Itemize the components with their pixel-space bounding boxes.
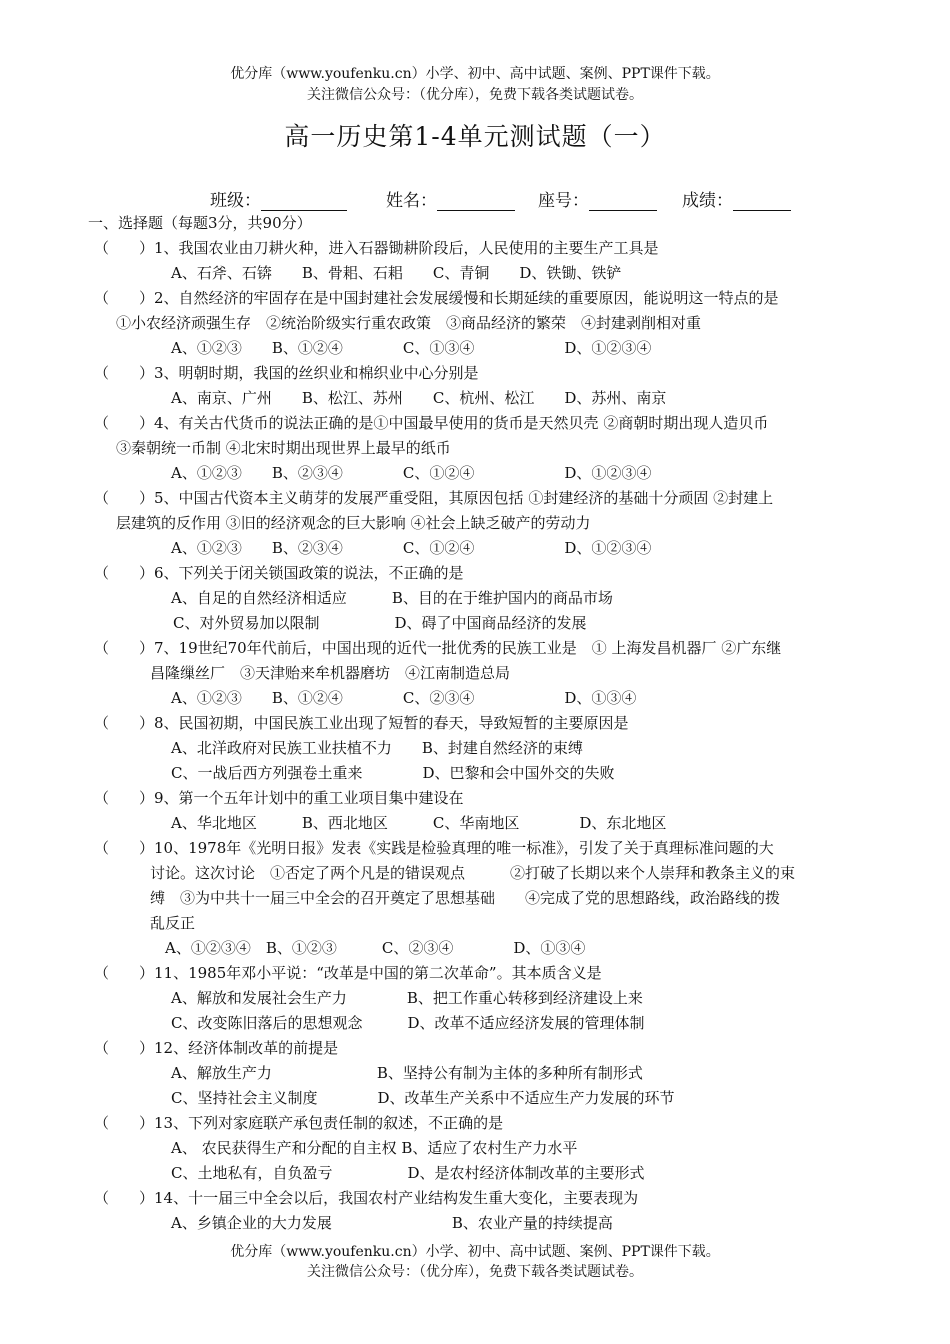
name-blank[interactable] <box>437 192 515 211</box>
q13-stem: （ ）13、下列对家庭联产承包责任制的叙述，不正确的是 <box>94 1114 504 1132</box>
seat-field <box>538 186 657 211</box>
q14-stem: （ ）14、十一届三中全会以后，我国农村产业结构发生重大变化，主要表现为 <box>94 1189 639 1207</box>
q1-stem: （ ）1、我国农业由刀耕火种，进入石器锄耕阶段后，人民使用的主要生产工具是 <box>94 239 659 257</box>
page-title: 高一历史第1-4单元测试题（一） <box>284 122 666 151</box>
q11-options-cd: C、改变陈旧落后的思想观念 D、改革不适应经济发展的管理体制 <box>171 1014 645 1032</box>
q2-options: A、①②③ B、①②④ C、①③④ D、①②③④ <box>171 339 652 357</box>
q3-options: A、南京、广州 B、松江、苏州 C、杭州、松江 D、苏州、南京 <box>171 389 667 407</box>
q8-options-cd: C、一战后西方列强卷土重来 D、巴黎和会中国外交的失败 <box>171 764 615 782</box>
class-field <box>210 186 347 211</box>
score-field <box>682 186 791 211</box>
q6-options-cd: C、对外贸易加以限制 D、碍了中国商品经济的发展 <box>173 614 587 632</box>
q7-stem: （ ）7、19世纪70年代前后，中国出现的近代一批优秀的民族工业是 ① 上海发昌机器厂 ②广东继 <box>94 639 782 657</box>
header-line-1: 优分库（www.youfenku.cn）小学、初中、高中试题、案例、PPT课件下载。 <box>230 66 720 82</box>
q1-options: A、石斧、石锛 B、骨耜、石耜 C、青铜 D、铁锄、铁铲 <box>171 264 622 282</box>
q9-options: A、华北地区 B、西北地区 C、华南地区 D、东北地区 <box>171 814 667 832</box>
name-field <box>386 186 515 211</box>
q11-stem: （ ）11、1985年邓小平说：“改革是中国的第二次革命”。其本质含义是 <box>94 964 602 982</box>
score-blank[interactable] <box>733 192 791 211</box>
q8-options-ab: A、北洋政府对民族工业扶植不力 B、封建自然经济的束缚 <box>171 739 583 757</box>
q2-stem: （ ）2、自然经济的牢固存在是中国封建社会发展缓慢和长期延续的重要原因，能说明这一特点的是 <box>94 289 779 307</box>
q14-options-ab: A、乡镇企业的大力发展 B、农业产量的持续提高 <box>171 1214 613 1232</box>
class-label: 班级： <box>210 191 261 211</box>
q3-stem: （ ）3、明朝时期，我国的丝织业和棉织业中心分别是 <box>94 364 479 382</box>
q10-stem: （ ）10、1978年《光明日报》发表《实践是检验真理的唯一标准》，引发了关于真理标准问题的大 <box>94 839 774 857</box>
q9-stem: （ ）9、第一个五年计划中的重工业项目集中建设在 <box>94 789 464 807</box>
header-line-2: 关注微信公众号：（优分库），免费下载各类试题试卷。 <box>307 87 643 103</box>
section-title: 一、选择题（每题3分，共90分） <box>88 214 312 232</box>
q6-stem: （ ）6、下列关于闭关锁国政策的说法，不正确的是 <box>94 564 464 582</box>
q13-options-ab: A、 农民获得生产和分配的自主权 B、适应了农村生产力水平 <box>171 1139 578 1157</box>
q13-options-cd: C、土地私有，自负盈亏 D、是农村经济体制改革的主要形式 <box>171 1164 645 1182</box>
q4-options: A、①②③ B、②③④ C、①②④ D、①②③④ <box>171 464 652 482</box>
q5-stem: （ ）5、中国古代资本主义萌芽的发展严重受阻，其原因包括 ①封建经济的基础十分顽固 ②封建上 <box>94 489 774 507</box>
name-label: 姓名： <box>386 191 437 211</box>
q2-statements: ①小农经济顽强生存 ②统治阶级实行重农政策 ③商品经济的繁荣 ④封建剥削相对重 <box>116 314 702 332</box>
q12-options-ab: A、解放生产力 B、坚持公有制为主体的多种所有制形式 <box>171 1064 643 1082</box>
q10-stem-cont-2: 缚 ③为中共十一届三中全会的召开奠定了思想基础 ④完成了党的思想路线，政治路线的拨 <box>150 889 781 907</box>
q4-stem: （ ）4、有关古代货币的说法正确的是①中国最早使用的货币是天然贝壳 ②商朝时期出现人造贝币 <box>94 414 769 432</box>
q8-stem: （ ）8、民国初期，中国民族工业出现了短暂的春天，导致短暂的主要原因是 <box>94 714 629 732</box>
q4-stem-cont: ③秦朝统一币制 ④北宋时期出现世界上最早的纸币 <box>116 439 451 457</box>
score-label: 成绩： <box>682 191 733 211</box>
q10-options: A、①②③④ B、①②③ C、②③④ D、①③④ <box>165 939 586 957</box>
q11-options-ab: A、解放和发展社会生产力 B、把工作重心转移到经济建设上来 <box>171 989 643 1007</box>
seat-label: 座号： <box>538 191 589 211</box>
q6-options-ab: A、自足的自然经济相适应 B、目的在于维护国内的商品市场 <box>171 589 613 607</box>
seat-blank[interactable] <box>589 192 657 211</box>
q12-stem: （ ）12、经济体制改革的前提是 <box>94 1039 339 1057</box>
footer-line-2: 关注微信公众号：（优分库），免费下载各类试题试卷。 <box>307 1264 643 1280</box>
q12-options-cd: C、坚持社会主义制度 D、改革生产关系中不适应生产力发展的环节 <box>171 1089 675 1107</box>
q5-options: A、①②③ B、②③④ C、①②④ D、①②③④ <box>171 539 652 557</box>
class-blank[interactable] <box>261 192 347 211</box>
q10-stem-cont-3: 乱反正 <box>150 914 196 932</box>
q7-stem-cont: 昌隆缫丝厂 ③天津贻来牟机器磨坊 ④江南制造总局 <box>150 664 511 682</box>
q10-stem-cont-1: 讨论。这次讨论 ①否定了两个凡是的错误观点 ②打破了长期以来个人崇拜和教条主义的束 <box>150 864 796 882</box>
q7-options: A、①②③ B、①②④ C、②③④ D、①③④ <box>171 689 637 707</box>
q5-stem-cont: 层建筑的反作用 ③旧的经济观念的巨大影响 ④社会上缺乏破产的劳动力 <box>116 514 591 532</box>
footer-line-1: 优分库（www.youfenku.cn）小学、初中、高中试题、案例、PPT课件下载。 <box>230 1244 720 1260</box>
